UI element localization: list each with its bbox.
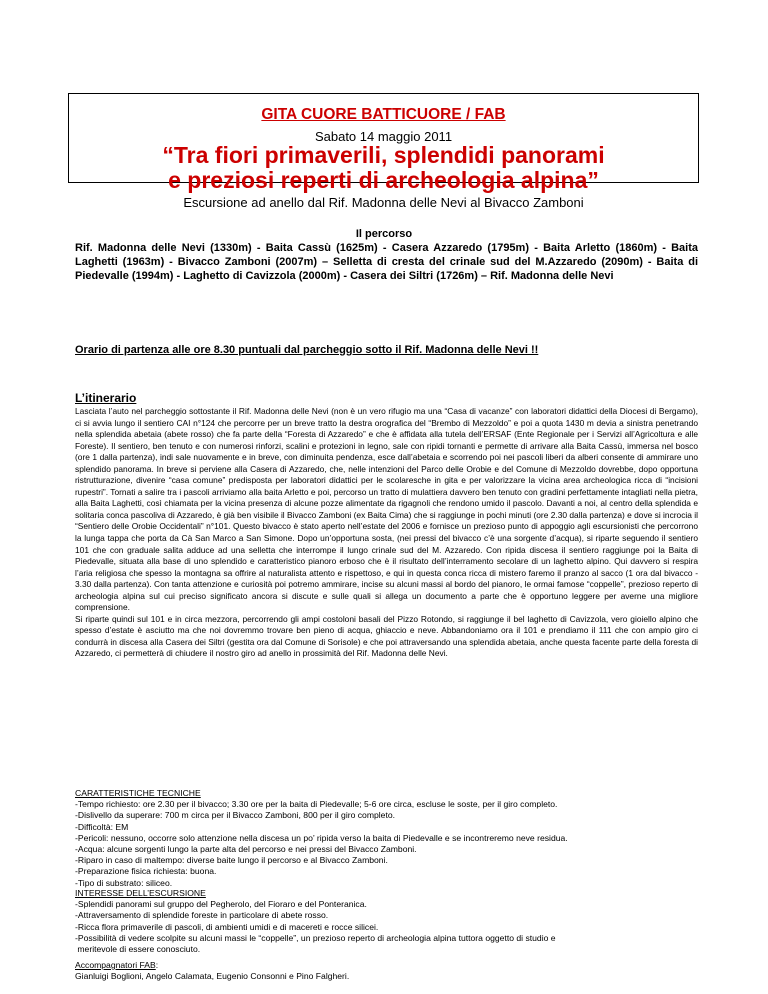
list-item: -Attraversamento di splendide foreste in particolare di abete rosso. — [75, 910, 329, 921]
itinerario-paragraph-2: Si riparte quindi sul 101 e in circa mezzora, percorrendo gli ampi costoloni basali del Pizzo Rotondo, si raggiunge il bel laghetto di Cavizzola, vero gioiello alpino che spesso d’estate è asciutto ma che noi dovremmo trovare ben pieno di acqua, ghiaccio e neve. Abbandoniamo ora il 101 e prendiamo il 111 che con ampio giro ci condurrà in discesa alla Casera dei Siltri (gestita ora dal Comune di Sorisole) e che poi attraversando una splendida abetaia, anche questa facente parte della foresta di Azzaredo, ci permetterà di chiudere il nostro giro ad anello in prossimità del Rif. Madonna delle Nevi. — [75, 613, 698, 659]
header-box — [68, 93, 699, 210]
list-item: -Ricca flora primaverile di pascoli, di ambienti umidi e di macereti e rocce silicei. — [75, 921, 379, 932]
departure-time: Orario di partenza alle ore 8.30 puntuali dal parcheggio sotto il Rif. Madonna delle Nevi !! — [75, 344, 539, 356]
list-item: -Splendidi panorami sul gruppo del Pegherolo, del Fioraro e del Ponteranica. — [75, 899, 367, 910]
percorso-route: Rif. Madonna delle Nevi (1330m) - Baita Cassù (1625m) - Casera Azzaredo (1795m) - Baita Arletto (1860m) - Baita Laghetti (1963m) - Bivacco Zamboni (2007m) – Selletta di cresta del crinale sud del M.Azzaredo (2090m) - Baita di Piedevalle (1994m) - Laghetto di Cavizzola (2000m) - Casera dei Siltri (1726m) – Rif. Madonna delle Nevi — [75, 242, 698, 283]
itinerario-paragraph-1: Lasciata l’auto nel parcheggio sottostante il Rif. Madonna delle Nevi (non è un vero rifugio ma una “Casa di vacanze” con laboratori didattici della Diocesi di Bergamo), ci si avvia lungo il sentiero CAI n°124 che percorre per un breve tratto la destra orografica del “Brembo di Mezzoldo” e poi a quota 1430 m devia a sinistra penetrando nella splendida abetaia (abete rosso) che fa parte della “Foresta di Azzaredo” e che è affidata alla tutela dell’ERSAF (Ente Regionale per i Servizi all’Agricoltura e alle Foreste). Il sentiero, ben tenuto e con numerosi rinforzi, scalini e protezioni in legno, sale con ripidi tornanti e permette di arrivare alla Baita Cassù, immersa nel bosco (ore 1 dalla partenza), indi sale nuovamente e in breve, con diminuita pendenza, esce dall’abetaia e scorrendo poi nei pascoli liberi da alberi consente di ammirare uno splendido panorama. In breve si perviene alla Casera di Azzaredo, che, nelle intenzioni del Parco delle Orobie e del Comune di Mezzoldo dovrebbe, dopo opportuna ristrutturazione, divenire “casa comune” predisposta per laboratori didattici per le scolaresche in gita e per valorizzare la vicina area archeologica ricca di “incisioni rupestri”. Tornati a salire tra i pascoli arriviamo alla baita Arletto e poi, percorso un tratto di mulattiera davvero ben tenuto con gradini perfettamente intagliati nella pietra, alla Baita Laghetti, così chiamata per la vicina presenza di alcune pozze alimentate da rigagnoli che rendono umido il pascolo. Davanti a noi, al centro della splendida e solitaria conca pascoliva di Azzaredo, è già ben visibile il Bivacco Zamboni (ex Baita Cima) che si raggiunge in pochi minuti (ore 2.30 dalla partenza) e dove si incrocia il “Sentiero delle Orobie Occidentali” n°101. Questo bivacco è stato aperto nell’estate del 2006 e fornisce un prezioso punto di appoggio agli escursionisti che percorrono la lunga tappa che porta da Cà San Marco a San Simone. Dopo un’opportuna sosta, (nei pressi del bivacco c’è una sorgente d’acqua), si riparte seguendo il sentiero 101 che con graduale salita adduce ad una selletta che interrompe il lungo crinale sud del M. Azzaredo. Con ripida discesa il sentiero raggiunge poi la Baita di Piedevalle, situata alla base di uno splendido e caratteristico pianoro erboso che è il risultato dell’interramento secolare di un laghetto alpino. Qui davvero si respira l’aria religiosa che spesso la montagna sa offrire al naturalista attento e rispettoso, e qui in questa conca ricca di mistero faremo il pranzo al sacco (1 ora dal bivacco - 3.30 dalla partenza). Con tanta attenzione e curiosità poi potremo ammirare, incise su alcuni massi al bordo del pianoro, le ormai famose “coppelle”, prezioso reperto di archeologia alpina sul cui preciso significato ancora si discute e sulle quali si allega un documento a parte che è opportuno leggere per averne una migliore comprensione. — [75, 406, 698, 613]
interesse-heading: INTERESSE DELL’ESCURSIONE — [75, 888, 206, 898]
list-item: -Riparo in caso di maltempo: diverse baite lungo il percorso e al Bivacco Zamboni. — [75, 855, 388, 866]
event-date: Sabato 14 maggio 2011 — [314, 129, 453, 144]
list-item: -Preparazione fisica richiesta: buona. — [75, 866, 217, 877]
event-quote-line1: “Tra fiori primaverili, splendidi panorami — [162, 142, 605, 168]
list-item: -Difficoltà: EM — [75, 821, 129, 832]
event-quote — [69, 143, 698, 193]
accompagnatori-names: Gianluigi Boglioni, Angelo Calamata, Eugenio Consonni e Pino Falgheri. — [75, 971, 350, 982]
accompagnatori-heading: Accompagnatori FAB: — [75, 960, 159, 970]
itinerario-heading: L’itinerario — [75, 391, 137, 405]
itinerario-body — [75, 406, 698, 660]
event-title: GITA CUORE BATTICUORE / FAB — [261, 106, 506, 123]
caratteristiche-section — [75, 788, 698, 889]
list-item: -Tipo di substrato: siliceo. — [75, 877, 173, 888]
event-subtitle: Escursione ad anello dal Rif. Madonna delle Nevi al Bivacco Zamboni — [183, 195, 584, 210]
accompagnatori-section — [75, 960, 698, 982]
list-item: meritevole di essere conosciuto. — [75, 944, 201, 955]
list-item: -Dislivello da superare: 700 m circa per il Bivacco Zamboni, 800 per il giro completo. — [75, 810, 396, 821]
list-item: -Pericoli: nessuno, occorre solo attenzione nella discesa un po’ ripida verso la baita di Piedevalle e se incontreremo neve residua. — [75, 832, 568, 843]
interesse-section — [75, 888, 698, 955]
event-quote-line2: e preziosi reperti di archeologia alpina” — [168, 167, 599, 193]
list-item: -Possibilità di vedere scolpite su alcuni massi le “coppelle”, un prezioso reperto di archeologia alpina tuttora oggetto di studio e — [75, 932, 556, 943]
caratteristiche-heading: CARATTERISTICHE TECNICHE — [75, 788, 201, 798]
list-item: -Acqua: alcune sorgenti lungo la parte alta del percorso e nei pressi del Bivacco Zamboni. — [75, 844, 417, 855]
list-item: -Tempo richiesto: ore 2.30 per il bivacco; 3.30 ore per la baita di Piedevalle; 5-6 ore circa, escluse le soste, per il giro completo. — [75, 799, 558, 810]
percorso-heading: Il percorso — [355, 228, 413, 240]
